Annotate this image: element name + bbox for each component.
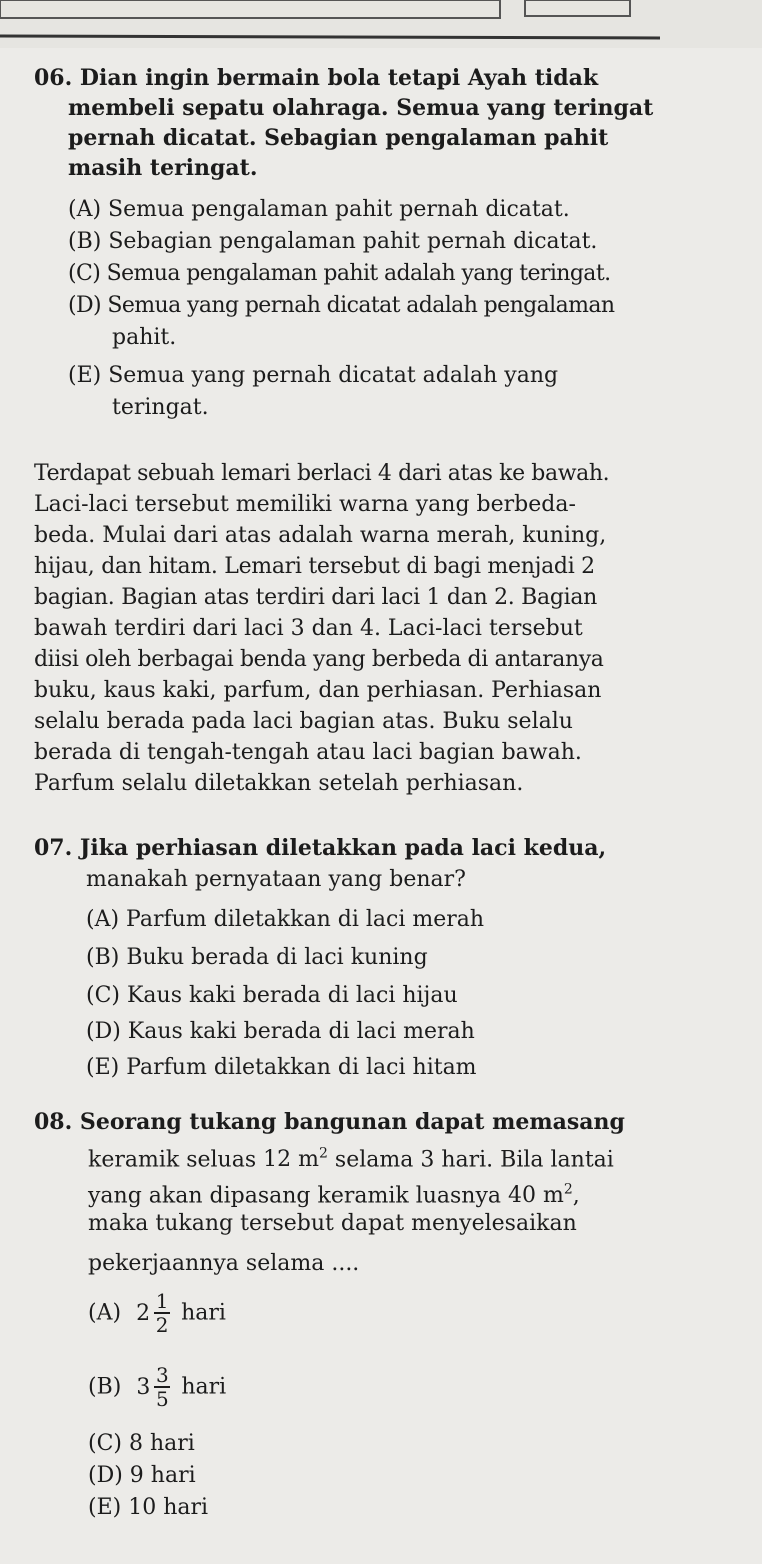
q06-option-a[interactable]: (A) Semua pengalaman pahit pernah dicatat.: [68, 197, 570, 222]
passage-line-10: berada di tengah-tengah atau laci bagian bawah.: [34, 740, 582, 765]
q06-option-c[interactable]: (C) Semua pengalaman pahit adalah yang teringat.: [68, 261, 611, 286]
q06-line-3: pernah dicatat. Sebagian pengalaman pahit: [68, 125, 609, 151]
q08-line-2-text-a: keramik seluas: [88, 1147, 257, 1173]
q08-line-3-text-b: ,: [572, 1183, 580, 1209]
passage-line-4: hijau, dan hitam. Lemari tersebut di bagi menjadi 2: [34, 554, 595, 579]
q08-area-1: 12 $m^2$: [263, 1146, 328, 1173]
q07-option-b[interactable]: (B) Buku berada di laci kuning: [86, 945, 428, 970]
q07-option-e[interactable]: (E) Parfum diletakkan di laci hitam: [86, 1055, 477, 1080]
q08-option-e[interactable]: (E) 10 hari: [88, 1495, 209, 1520]
q08-line-2-text-b: selama 3 hari. Bila lantai: [334, 1147, 614, 1173]
q08-line-3: [88, 1176, 580, 1210]
passage-line-5: bagian. Bagian atas terdiri dari laci 1 dan 2. Bagian: [34, 585, 598, 610]
previous-page-edge: [0, 0, 762, 48]
q08-option-c[interactable]: (C) 8 hari: [88, 1431, 195, 1456]
passage-line-3: beda. Mulai dari atas adalah warna merah, kuning,: [34, 523, 607, 548]
q06-line-4: masih teringat.: [68, 155, 258, 181]
q08-option-a[interactable]: (A) 2 $\frac{1}{2}$ hari: [88, 1289, 226, 1337]
passage-line-8: buku, kaus kaki, parfum, dan perhiasan. Perhiasan: [34, 678, 602, 703]
q06-option-d[interactable]: (D) Semua yang pernah dicatat adalah pengalaman: [68, 293, 615, 318]
q06-line-2: membeli sepatu olahraga. Semua yang teringat: [68, 95, 654, 121]
q08-option-d[interactable]: (D) 9 hari: [88, 1463, 196, 1488]
q06-option-b[interactable]: (B) Sebagian pengalaman pahit pernah dicatat.: [68, 229, 598, 254]
q06-option-e[interactable]: (E) Semua yang pernah dicatat adalah yang: [68, 363, 559, 388]
q07-option-a[interactable]: (A) Parfum diletakkan di laci merah: [86, 907, 485, 932]
q07-line-1: 07. Jika perhiasan diletakkan pada laci kedua,: [34, 835, 607, 861]
passage-line-1: Terdapat sebuah lemari berlaci 4 dari atas ke bawah.: [34, 461, 610, 486]
passage-line-11: Parfum selalu diletakkan setelah perhiasan.: [34, 771, 524, 796]
q08-line-4: maka tukang tersebut dapat menyelesaikan: [88, 1211, 577, 1236]
q08-option-a-fraction: $\frac{1}{2}$: [155, 1289, 169, 1337]
q07-option-d[interactable]: (D) Kaus kaki berada di laci merah: [86, 1019, 475, 1044]
q08-line-1: 08. Seorang tukang bangunan dapat memasang: [34, 1109, 625, 1135]
q06-line-1: 06. Dian ingin bermain bola tetapi Ayah tidak: [34, 65, 599, 91]
q08-line-3-text-a: yang akan dipasang keramik luasnya: [88, 1183, 502, 1209]
passage-line-9: selalu berada pada laci bagian atas. Buku selalu: [34, 709, 573, 734]
q08-area-2: 40 $m^2$: [508, 1182, 573, 1209]
q06-option-d-cont: pahit.: [112, 325, 177, 350]
q07-option-c[interactable]: (C) Kaus kaki berada di laci hijau: [86, 983, 458, 1008]
q08-option-b[interactable]: (B) 3 $\frac{3}{5}$ hari: [88, 1363, 227, 1411]
q08-option-b-fraction: $\frac{3}{5}$: [155, 1363, 169, 1411]
q07-line-2: manakah pernyataan yang benar?: [86, 867, 466, 892]
passage-line-7: diisi oleh berbagai benda yang berbeda di antaranya: [34, 647, 604, 672]
passage-line-6: bawah terdiri dari laci 3 dan 4. Laci-laci tersebut: [34, 616, 583, 641]
q06-option-e-cont: teringat.: [112, 395, 209, 420]
q08-line-2: [88, 1140, 614, 1174]
passage-line-2: Laci-laci tersebut memiliki warna yang berbeda-: [34, 492, 576, 517]
q08-line-5: pekerjaannya selama ....: [88, 1251, 360, 1276]
